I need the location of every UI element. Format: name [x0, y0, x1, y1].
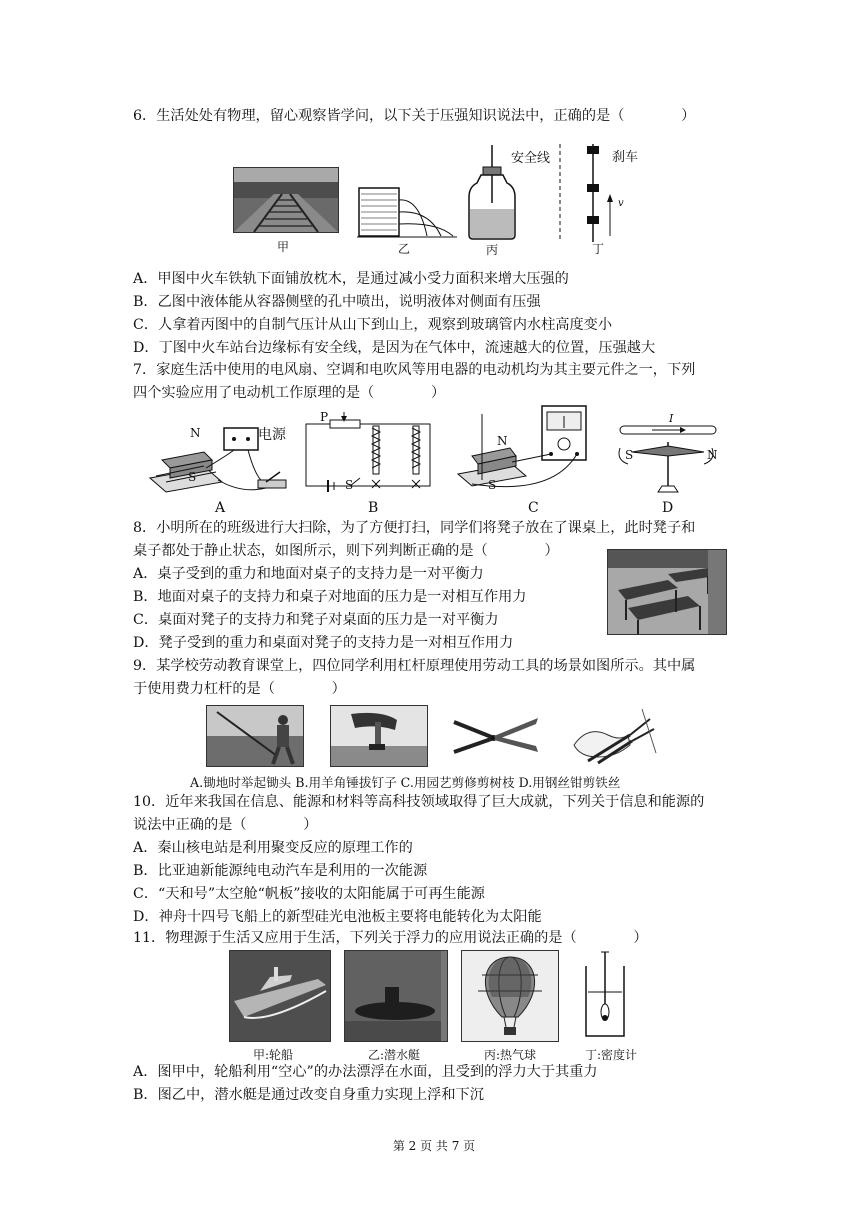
q6-option-c: C．人拿着丙图中的自制气压计从山下到山上，观察到玻璃管内水柱高度变小	[133, 317, 613, 333]
q8-option-c: C．桌面对凳子的支持力和凳子对桌面的压力是一对平衡力	[133, 612, 499, 628]
q8-option-a: A．桌子受到的重力和地面对桌子的支持力是一对平衡力	[133, 566, 484, 582]
fig-label-ding: 丁	[592, 242, 605, 256]
q9-figure-caption: A.锄地时举起锄头 B.用羊角锤拔钉子 C.用园艺剪修剪树枝 D.用钢丝钳剪铁丝	[190, 775, 621, 790]
q9-stem-line1: 9．某学校劳动教育课堂上，四位同学利用杠杆原理使用劳动工具的场景如图所示。其中属	[133, 658, 696, 674]
safety-line-label: 安全线	[511, 151, 551, 166]
page-number: 第 2 页 共 7 页	[392, 1139, 476, 1153]
claw-hammer-photo	[330, 705, 428, 767]
classroom-photo	[607, 549, 727, 635]
option-label-a: A	[215, 500, 226, 516]
q8-option-d: D．凳子受到的重力和桌面对凳子的支持力是一对相互作用力	[133, 635, 514, 651]
compass-s-label: S	[625, 448, 634, 462]
q11-stem: 11．物理源于生活又应用于生活，下列关于浮力的应用说法正确的是（ ）	[133, 930, 648, 946]
fig-label-yi: 乙	[398, 242, 411, 256]
railway-photo	[233, 167, 339, 233]
hot-air-balloon-photo	[461, 950, 559, 1042]
q8-stem-line1: 8．小明所在的班级进行大扫除，为了方便打扫，同学们将凳子放在了课桌上，此时凳子和	[133, 520, 696, 536]
power-source-label: 电源	[258, 427, 286, 443]
garden-shears-figure	[452, 712, 540, 760]
option-label-c: C	[528, 500, 539, 516]
q6-option-a: A．甲图中火车铁轨下面铺放枕木，是通过减小受力面积来增大压强的	[133, 271, 569, 287]
ship-photo	[229, 950, 331, 1042]
generator-magnet-s-label: S	[488, 478, 497, 492]
caption-ship: 甲:轮船	[253, 1048, 294, 1062]
brake-label: 刹车	[612, 150, 639, 165]
motor-magnet-n-label: N	[190, 426, 201, 440]
fig-label-jia: 甲	[277, 240, 290, 254]
caption-submarine: 乙:潜水艇	[368, 1048, 421, 1062]
q9-stem-line2: 于使用费力杠杆的是（ ）	[133, 681, 346, 697]
q10-option-d: D．神舟十四号飞船上的新型硅光电池板主要将电能转化为太阳能	[133, 909, 542, 925]
wire-pliers-figure	[568, 705, 664, 765]
switch-s-label: S	[345, 478, 354, 492]
option-label-b: B	[368, 500, 379, 516]
q10-option-c: C．“天和号”太空舱“帆板”接收的太阳能属于可再生能源	[133, 886, 485, 902]
compass-n-label: N	[707, 448, 718, 462]
motor-magnet-s-label: S	[188, 470, 197, 484]
hoe-photo	[206, 705, 304, 767]
q7-stem-line1: 7．家庭生活中使用的电风扇、空调和电吹风等用电器的电动机均为其主要元件之一，下列	[133, 362, 696, 378]
liquid-container-figure	[357, 180, 457, 240]
hydrometer-figure	[580, 948, 630, 1042]
q6-option-d: D．丁图中火车站台边缘标有安全线，是因为在气体中，流速越大的位置，压强越大	[133, 340, 656, 356]
fig-label-bing: 丙	[486, 243, 499, 257]
caption-hot-air-balloon: 丙:热气球	[484, 1048, 537, 1062]
submarine-photo	[344, 950, 448, 1042]
q8-option-b: B．地面对桌子的支持力和桌子对地面的压力是一对相互作用力	[133, 589, 527, 605]
q8-stem-line2: 桌子都处于静止状态，如图所示，则下列判断正确的是（ ）	[133, 543, 559, 559]
barometer-bottle-figure	[467, 143, 517, 241]
velocity-label: v	[618, 198, 624, 209]
slider-p-label: P	[320, 410, 329, 424]
q10-stem-line1: 10．近年来我国在信息、能源和材料等高科技领域取得了巨大成就，下列关于信息和能源的	[133, 794, 705, 810]
q11-option-b: B．图乙中，潜水艇是通过改变自身重力实现上浮和下沉	[133, 1087, 484, 1103]
q10-option-b: B．比亚迪新能源纯电动汽车是利用的一次能源	[133, 863, 428, 879]
q11-option-a: A．图甲中，轮船利用“空心”的办法漂浮在水面，且受到的浮力大于其重力	[133, 1064, 598, 1080]
option-label-d: D	[662, 500, 674, 516]
current-i-label: I	[669, 412, 674, 425]
q10-stem-line2: 说法中正确的是（ ）	[133, 817, 318, 833]
caption-hydrometer: 丁:密度计	[585, 1048, 638, 1062]
q6-option-b: B．乙图中液体能从容器侧壁的孔中喷出，说明液体对侧面有压强	[133, 294, 541, 310]
generator-experiment-figure	[452, 404, 592, 496]
q6-stem: 6．生活处处有物理，留心观察皆学问，以下关于压强知识说法中，正确的是（ ）	[133, 108, 696, 124]
q7-stem-line2: 四个实验应用了电动机工作原理的是（ ）	[133, 385, 446, 401]
q10-option-a: A．秦山核电站是利用聚变反应的原理工作的	[133, 840, 413, 856]
generator-magnet-n-label: N	[497, 434, 508, 448]
